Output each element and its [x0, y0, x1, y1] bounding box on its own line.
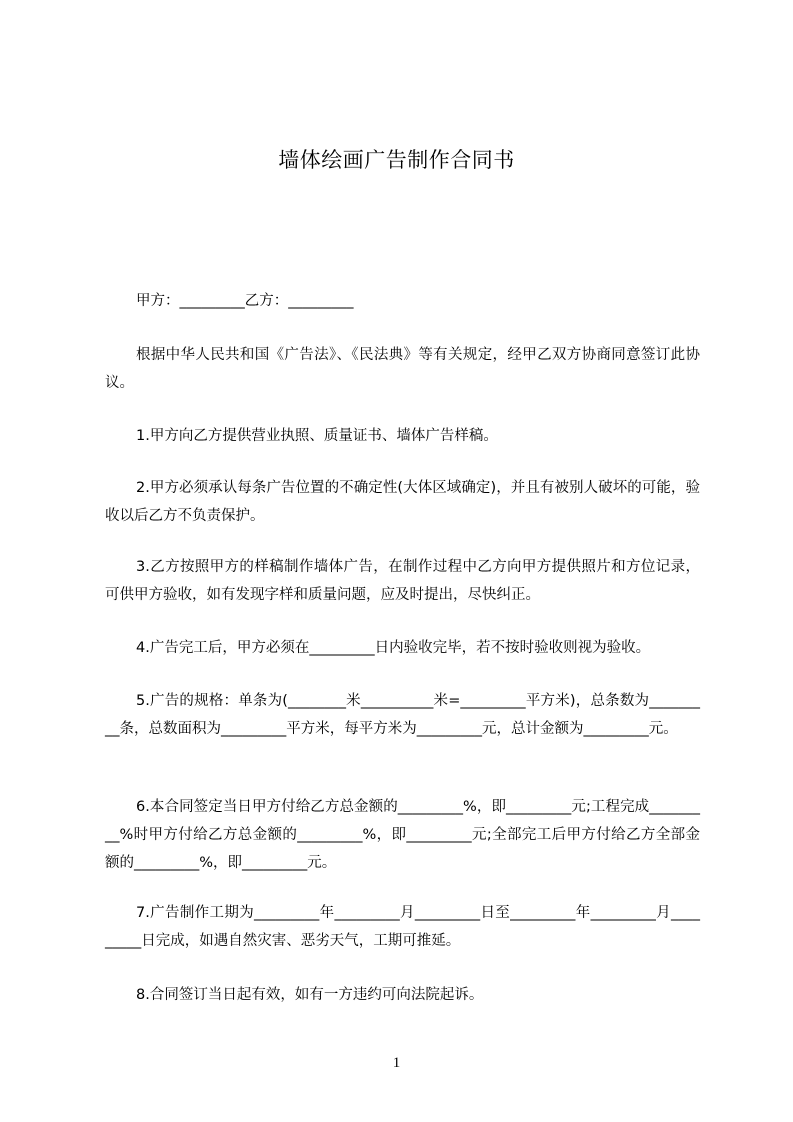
parties-line: 甲方：_________乙方：_________: [136, 293, 354, 309]
clause-4: 4.广告完工后，甲方必须在_________日内验收完毕，若不按时验收则视为验收。: [136, 640, 651, 656]
intro-paragraph: 根据中华人民共和国《广告法》、《民法典》等有关规定，经甲乙双方协商同意签订此协议。: [105, 347, 700, 391]
clause-6: 6.本合同签定当日甲方付给乙方总金额的_________%，即_________元;工程完成_________%时甲方付给乙方总金额的_________%，即_________元;全部完工后甲方付给乙方全部金额的_________%，即_________元。: [105, 799, 700, 871]
document-title: 墙体绘画广告制作合同书: [278, 148, 515, 172]
clause-3: 3.乙方按照甲方的样稿制作墙体广告，在制作过程中乙方向甲方提供照片和方位记录，可供甲方验收，如有发现字样和质量问题，应及时提出，尽快纠正。: [105, 559, 700, 603]
clause-5: 5.广告的规格：单条为(________米__________米=_________平方米)，总条数为_________条，总数面积为_________平方米，每平方米为_________元，总计金额为_________元。: [105, 693, 700, 737]
clause-7: 7.广告制作工期为_________年_________月_________日至_________年_________月_________日完成，如遇自然灾害、恶劣天气，工期可推延。: [105, 905, 700, 949]
clause-2: 2.甲方必须承认每条广告位置的不确定性(大体区域确定)，并且有被别人破坏的可能，验收以后乙方不负责保护。: [105, 480, 700, 524]
clause-1: 1.甲方向乙方提供营业执照、质量证书、墙体广告样稿。: [136, 428, 498, 444]
clause-8: 8.合同签订当日起有效，如有一方违约可向法院起诉。: [136, 987, 484, 1003]
page-number: 1: [392, 1055, 401, 1071]
